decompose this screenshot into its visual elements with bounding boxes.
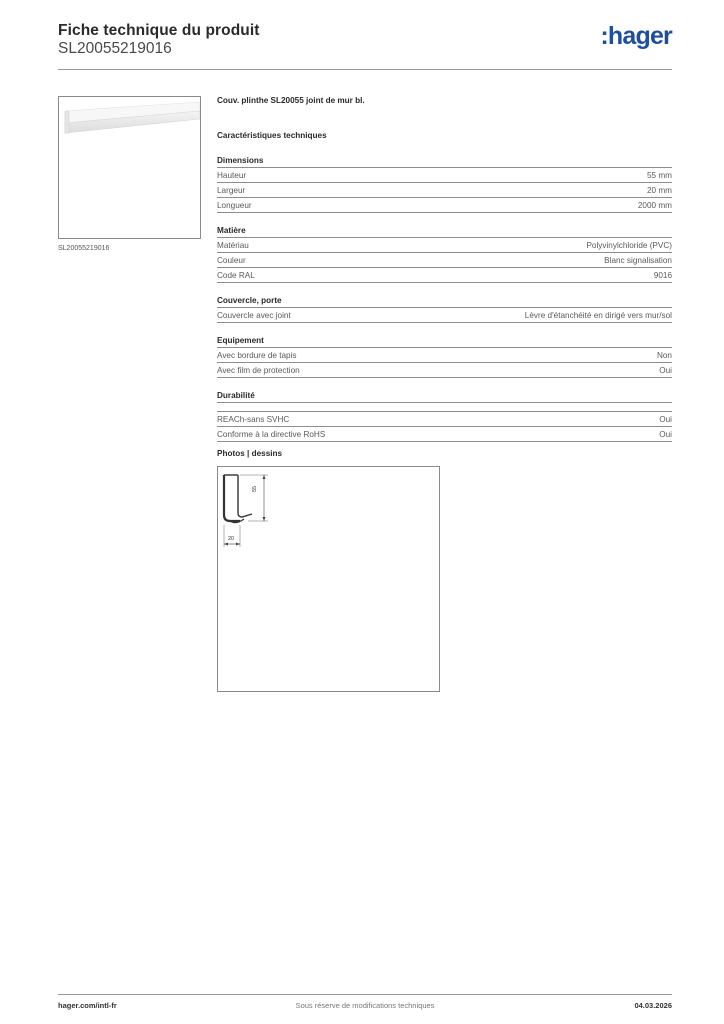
page-header: [58, 20, 672, 70]
logo-text: hager: [607, 22, 672, 50]
spec-row: [217, 168, 672, 183]
spec-label: Avec bordure de tapis: [217, 351, 297, 360]
spec-label: Matériau: [217, 241, 249, 250]
section-matiere: [217, 225, 672, 283]
spec-label: Code RAL: [217, 271, 255, 280]
spec-value: 9016: [653, 271, 672, 280]
section-couvercle: [217, 295, 672, 323]
spec-label: Conforme à la directive RoHS: [217, 430, 326, 439]
spec-row: [217, 348, 672, 363]
profile-drawing: [218, 467, 439, 691]
spec-label: Longueur: [217, 201, 252, 210]
spec-value: Oui: [659, 366, 672, 375]
product-reference: SL20055219016: [58, 40, 172, 57]
spec-row: [217, 308, 672, 323]
document-title: Fiche technique du produit: [58, 22, 260, 39]
section-spacer: [217, 403, 672, 412]
section-durabilite: [217, 390, 672, 442]
spec-label: Couleur: [217, 256, 246, 265]
product-name: Couv. plinthe SL20055 joint de mur bl.: [217, 96, 365, 105]
spec-content: [217, 96, 672, 442]
spec-label: Couvercle avec joint: [217, 311, 291, 320]
footer-website: hager.com/intl-fr: [58, 1001, 117, 1010]
spec-value: Polyvinylchloride (PVC): [586, 241, 672, 250]
section-title: Dimensions: [217, 155, 672, 168]
spec-value: 20 mm: [646, 186, 672, 195]
photos-title: Photos | dessins: [217, 449, 283, 458]
section-equipement: [217, 335, 672, 378]
spec-value: Oui: [659, 430, 672, 439]
section-title: Equipement: [217, 335, 672, 348]
spec-label: Avec film de protection: [217, 366, 300, 375]
spec-row: [217, 427, 672, 442]
spec-row: [217, 238, 672, 253]
logo-colon: :: [600, 22, 608, 50]
spec-value: Non: [656, 351, 672, 360]
thumbnail-caption: SL20055219016: [58, 245, 110, 252]
spec-row: [217, 198, 672, 213]
spec-label: REACh-sans SVHC: [217, 415, 290, 424]
technical-drawing: [217, 466, 440, 692]
product-thumbnail: [58, 96, 201, 239]
page-footer: [58, 994, 672, 1018]
spec-row: [217, 183, 672, 198]
tech-heading: Caractéristiques techniques: [217, 131, 327, 140]
spec-row: [217, 253, 672, 268]
section-title: Matière: [217, 225, 672, 238]
spec-value: 55 mm: [646, 171, 672, 180]
spec-label: Largeur: [217, 186, 246, 195]
spec-label: Hauteur: [217, 171, 247, 180]
hager-logo: [600, 24, 672, 49]
section-title: Couvercle, porte: [217, 295, 672, 308]
spec-value: 2000 mm: [637, 201, 672, 210]
spec-row: [217, 268, 672, 283]
spec-value: Oui: [659, 415, 672, 424]
spec-value: Lèvre d'étanchéité en dirigé vers mur/sol: [524, 311, 672, 320]
dimension-width-label: 20: [228, 536, 235, 542]
spec-row: [217, 412, 672, 427]
spec-row: [217, 363, 672, 378]
spec-value: Blanc signalisation: [604, 256, 672, 265]
section-dimensions: [217, 155, 672, 213]
footer-date: 04.03.2026: [634, 1001, 672, 1010]
dimension-height-label: 55: [252, 485, 258, 492]
skirting-cover-image: [59, 97, 200, 238]
footer-disclaimer: Sous réserve de modifications techniques: [295, 1001, 435, 1010]
section-title: Durabilité: [217, 390, 672, 403]
